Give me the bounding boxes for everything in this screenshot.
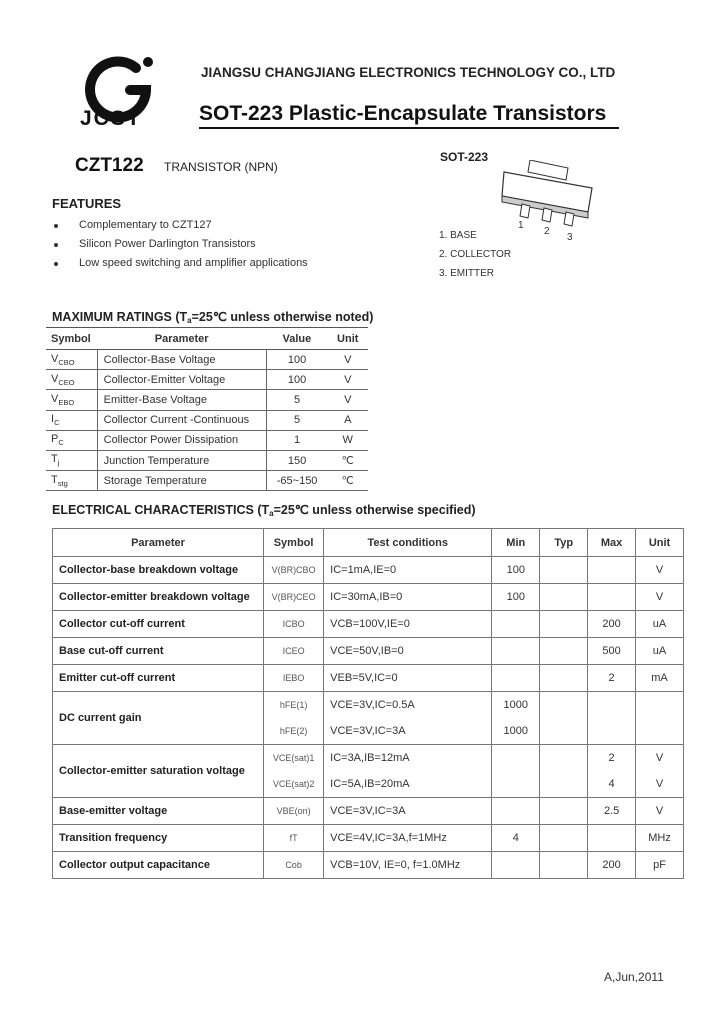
pin-item: 1. BASE <box>439 230 477 241</box>
parameter-cell: Storage Temperature <box>97 471 266 491</box>
table-row <box>53 584 684 611</box>
company-name: JIANGSU CHANGJIANG ELECTRONICS TECHNOLOGY CO., LTD <box>201 65 616 80</box>
pin-number-2: 2 <box>544 226 550 237</box>
parameter-cell: Collector-Base Voltage <box>97 350 266 370</box>
symbol-cell: ICBO <box>264 611 324 638</box>
test-condition-cell: VCB=10V, IE=0, f=1.0MHz <box>324 852 492 879</box>
features-heading: FEATURES <box>52 196 122 211</box>
table-row <box>53 745 684 798</box>
test-condition-cell: VCE=3V,IC=3A <box>324 798 492 825</box>
symbol-cell: $T_{stg}$ <box>46 471 97 491</box>
unit-cell: ℃ <box>327 471 368 491</box>
max-cell <box>588 692 636 745</box>
feature-item: Complementary to CZT127 <box>52 216 308 235</box>
max-cell: 200 <box>588 852 636 879</box>
header-test-conditions: Test conditions <box>324 529 492 557</box>
symbol-cell: VCE(sat)1 VCE(sat)2 <box>264 745 324 798</box>
symbol-cell: hFE(1) hFE(2) <box>264 692 324 745</box>
pin-number-1: 1 <box>518 220 524 231</box>
features-list <box>52 216 308 273</box>
min-cell: 4 <box>492 825 540 852</box>
typ-cell <box>540 611 588 638</box>
max-ratings-table <box>46 327 368 491</box>
typ-cell <box>540 584 588 611</box>
unit-cell: W <box>327 430 368 450</box>
header-unit: Unit <box>327 328 368 350</box>
parameter-cell: Collector output capacitance <box>53 852 264 879</box>
header-symbol: Symbol <box>264 529 324 557</box>
unit-cell: A <box>327 410 368 430</box>
table-row <box>53 825 684 852</box>
max-cell: 2 4 <box>588 745 636 798</box>
package-title: SOT-223 <box>440 150 489 164</box>
value-cell: 100 <box>266 370 327 390</box>
table-row <box>53 665 684 692</box>
parameter-cell: Collector Power Dissipation <box>97 430 266 450</box>
pin-item: 3. EMITTER <box>439 268 495 279</box>
parameter-cell: Collector Current -Continuous <box>97 410 266 430</box>
revision-date: A,Jun,2011 <box>604 970 664 984</box>
typ-cell <box>540 638 588 665</box>
value-cell: 1 <box>266 430 327 450</box>
table-row <box>46 471 368 491</box>
table-row <box>46 350 368 370</box>
table-row <box>53 852 684 879</box>
max-cell <box>588 825 636 852</box>
table-row <box>53 557 684 584</box>
feature-item: Low speed switching and amplifier applications <box>52 254 308 273</box>
unit-cell: pF <box>636 852 684 879</box>
test-condition-cell: VCE=4V,IC=3A,f=1MHz <box>324 825 492 852</box>
typ-cell <box>540 745 588 798</box>
unit-cell: V <box>636 557 684 584</box>
parameter-cell: Base cut-off current <box>53 638 264 665</box>
min-cell <box>492 745 540 798</box>
table-row <box>46 370 368 390</box>
table-row <box>53 638 684 665</box>
unit-cell: uA <box>636 638 684 665</box>
max-cell: 200 <box>588 611 636 638</box>
header-max: Max <box>588 529 636 557</box>
max-ratings-heading: MAXIMUM RATINGS ($T_a=25℃$ unless otherwise noted) <box>52 310 374 325</box>
parameter-cell: Collector-emitter saturation voltage <box>53 745 264 798</box>
unit-cell: V <box>636 584 684 611</box>
parameter-cell: Collector-emitter breakdown voltage <box>53 584 264 611</box>
unit-cell: V V <box>636 745 684 798</box>
unit-cell <box>636 692 684 745</box>
part-number: CZT122 <box>75 155 144 176</box>
title-underline <box>199 127 619 129</box>
parameter-cell: Base-emitter voltage <box>53 798 264 825</box>
test-condition-cell: VEB=5V,IC=0 <box>324 665 492 692</box>
typ-cell <box>540 557 588 584</box>
value-cell: 150 <box>266 450 327 470</box>
parameter-cell: Collector-base breakdown voltage <box>53 557 264 584</box>
table-header-row <box>46 328 368 350</box>
header-symbol: Symbol <box>46 328 97 350</box>
header-value: Value <box>266 328 327 350</box>
unit-cell: ℃ <box>327 450 368 470</box>
parameter-cell: Collector-Emitter Voltage <box>97 370 266 390</box>
symbol-cell: ICEO <box>264 638 324 665</box>
table-row <box>53 798 684 825</box>
typ-cell <box>540 825 588 852</box>
feature-item: Silicon Power Darlington Transistors <box>52 235 308 254</box>
max-cell: 2 <box>588 665 636 692</box>
bullet-icon <box>54 243 58 247</box>
max-cell: 500 <box>588 638 636 665</box>
unit-cell: V <box>327 350 368 370</box>
symbol-cell: Cob <box>264 852 324 879</box>
typ-cell <box>540 665 588 692</box>
symbol-cell: V(BR)CEO <box>264 584 324 611</box>
bullet-icon <box>54 262 58 266</box>
symbol-cell: IEBO <box>264 665 324 692</box>
unit-cell: MHz <box>636 825 684 852</box>
electrical-characteristics-table <box>52 528 684 879</box>
test-condition-cell: IC=1mA,IE=0 <box>324 557 492 584</box>
part-type: TRANSISTOR (NPN) <box>164 160 278 174</box>
header-typ: Typ <box>540 529 588 557</box>
max-cell <box>588 584 636 611</box>
value-cell: 5 <box>266 410 327 430</box>
logo-text: JCST <box>80 107 142 130</box>
header-unit: Unit <box>636 529 684 557</box>
table-row <box>53 611 684 638</box>
symbol-cell: $V_{EBO}$ <box>46 390 97 410</box>
min-cell <box>492 611 540 638</box>
parameter-cell: Transition frequency <box>53 825 264 852</box>
symbol-cell: $I_C$ <box>46 410 97 430</box>
symbol-cell: VBE(on) <box>264 798 324 825</box>
value-cell: 100 <box>266 350 327 370</box>
unit-cell: V <box>327 370 368 390</box>
parameter-cell: DC current gain <box>53 692 264 745</box>
max-cell: 2.5 <box>588 798 636 825</box>
header-min: Min <box>492 529 540 557</box>
symbol-cell: $V_{CBO}$ <box>46 350 97 370</box>
symbol-cell: $V_{CEO}$ <box>46 370 97 390</box>
test-condition-cell: IC=3A,IB=12mA IC=5A,IB=20mA <box>324 745 492 798</box>
symbol-cell: $P_C$ <box>46 430 97 450</box>
test-condition-cell: VCE=50V,IB=0 <box>324 638 492 665</box>
pin-item: 2. COLLECTOR <box>439 249 512 260</box>
table-row <box>53 692 684 745</box>
max-cell <box>588 557 636 584</box>
table-row <box>46 430 368 450</box>
min-cell: 1000 1000 <box>492 692 540 745</box>
pin-number-3: 3 <box>567 232 573 243</box>
symbol-cell: V(BR)CBO <box>264 557 324 584</box>
electrical-characteristics-heading: ELECTRICAL CHARACTERISTICS ($T_a=25℃$ unless otherwise specified) <box>52 503 476 518</box>
sot223-package-drawing <box>500 160 610 245</box>
parameter-cell: Emitter cut-off current <box>53 665 264 692</box>
min-cell <box>492 638 540 665</box>
parameter-cell: Emitter-Base Voltage <box>97 390 266 410</box>
table-row <box>46 410 368 430</box>
unit-cell: V <box>636 798 684 825</box>
min-cell: 100 <box>492 584 540 611</box>
typ-cell <box>540 798 588 825</box>
min-cell <box>492 665 540 692</box>
symbol-cell: $T_j$ <box>46 450 97 470</box>
table-header-row <box>53 529 684 557</box>
symbol-cell: fT <box>264 825 324 852</box>
parameter-cell: Collector cut-off current <box>53 611 264 638</box>
test-condition-cell: VCE=3V,IC=0.5A VCE=3V,IC=3A <box>324 692 492 745</box>
test-condition-cell: IC=30mA,IB=0 <box>324 584 492 611</box>
table-row <box>46 390 368 410</box>
min-cell <box>492 798 540 825</box>
value-cell: 5 <box>266 390 327 410</box>
test-condition-cell: VCB=100V,IE=0 <box>324 611 492 638</box>
typ-cell <box>540 692 588 745</box>
typ-cell <box>540 852 588 879</box>
table-row <box>46 450 368 470</box>
header-parameter: Parameter <box>53 529 264 557</box>
unit-cell: mA <box>636 665 684 692</box>
parameter-cell: Junction Temperature <box>97 450 266 470</box>
min-cell: 100 <box>492 557 540 584</box>
unit-cell: uA <box>636 611 684 638</box>
bullet-icon <box>54 224 58 228</box>
value-cell: -65~150 <box>266 471 327 491</box>
min-cell <box>492 852 540 879</box>
header-parameter: Parameter <box>97 328 266 350</box>
unit-cell: V <box>327 390 368 410</box>
document-title: SOT-223 Plastic-Encapsulate Transistors <box>199 102 607 125</box>
pin-list <box>439 226 511 283</box>
